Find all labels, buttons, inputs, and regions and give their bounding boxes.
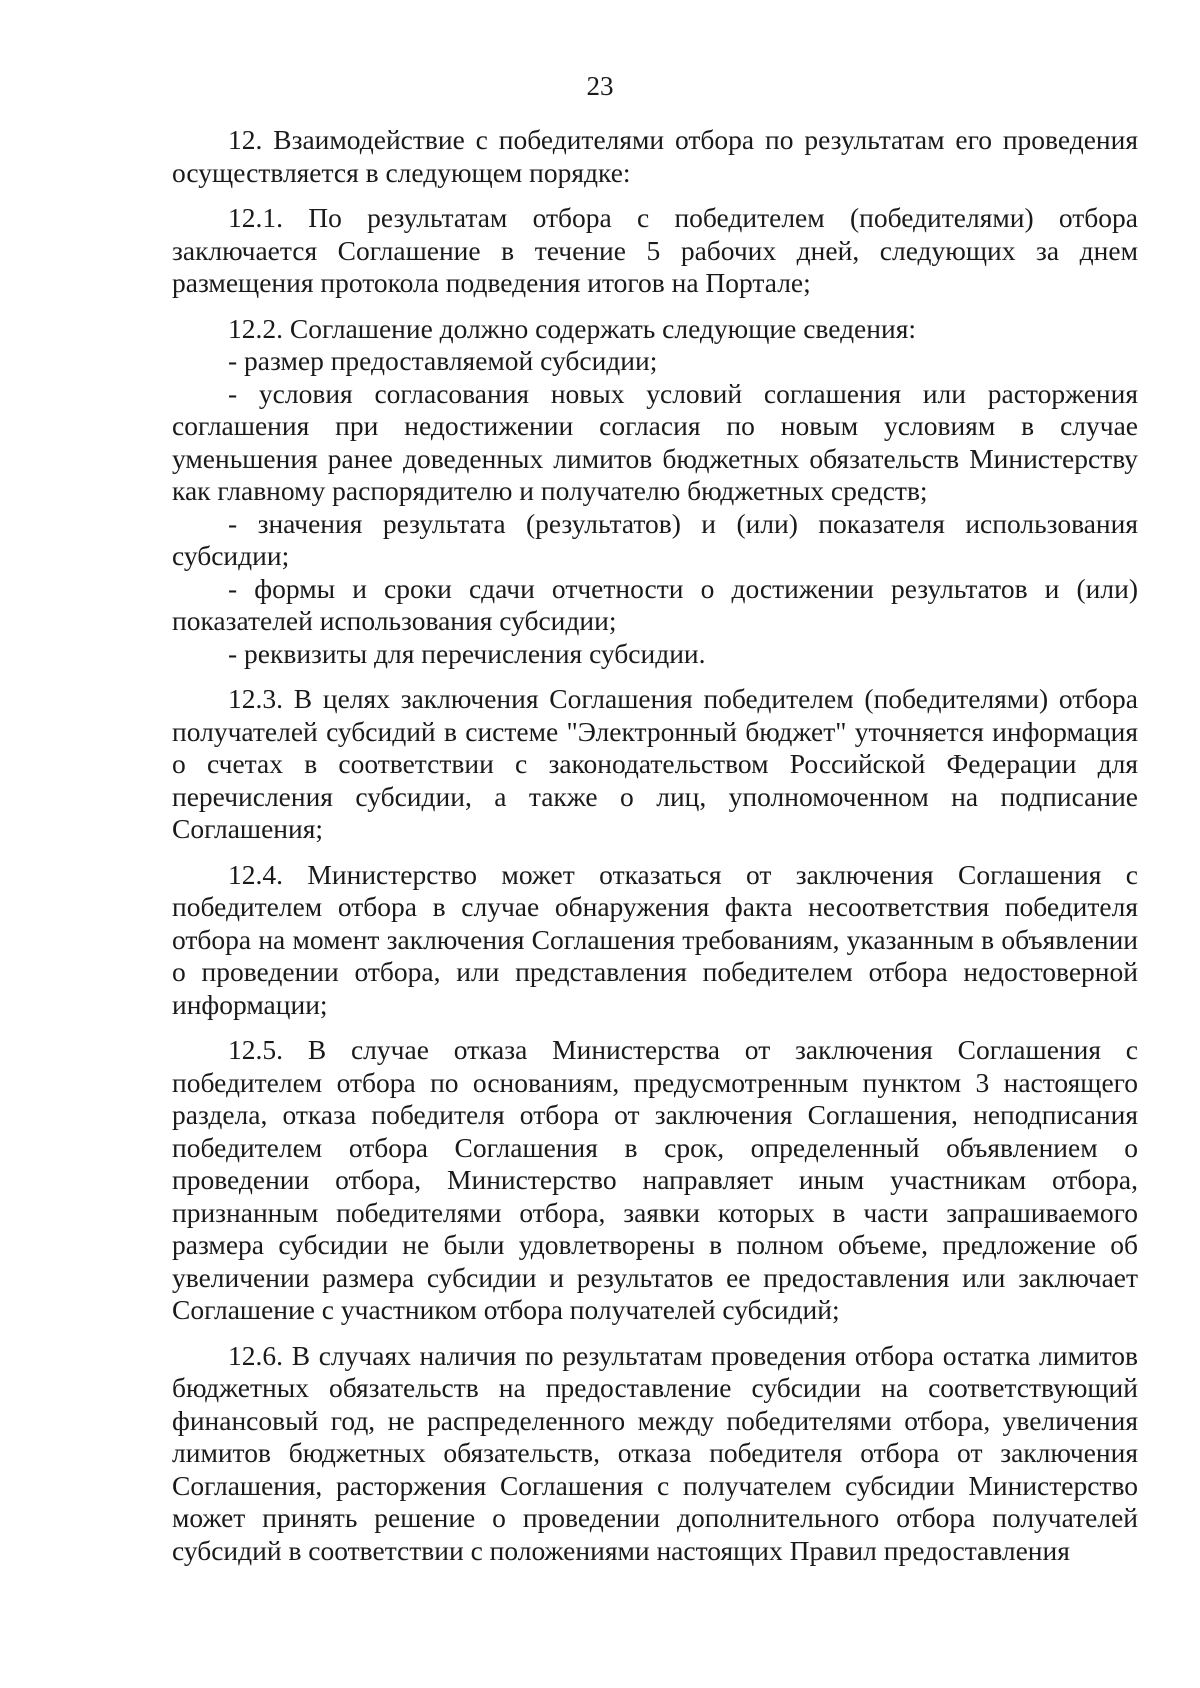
paragraph-12-2: 12.2. Соглашение должно содержать следующие сведения:	[228, 312, 916, 344]
paragraph-12-3: 12.3. В целях заключения Соглашения победителем (победителями) отбора получателей субсидий в системе "Электронный бюджет" уточняется информация о счетах в соответствии с законодательством Российской Федерации для перечисления субсидии, а также о лиц, уполномоченном на подписание Соглашения;	[172, 683, 1138, 844]
paragraph-12-1: 12.1. По результатам отбора с победителем (победителями) отбора заключается Соглашение в течение 5 рабочих дней, следующих за днем размещения протокола подведения итогов на Портале;	[172, 202, 1138, 298]
paragraph-12-4: 12.4. Министерство может отказаться от заключения Соглашения с победителем отбора в случае обнаружения факта несоответствия победителя отбора на момент заключения Соглашения требованиям, указанным в объявлении о проведении отбора, или представления победителем отбора недостоверной информации;	[172, 858, 1138, 1020]
list-item-result-values: - значения результата (результатов) и (или) показателя использования субсидии;	[172, 507, 1138, 571]
list-item-reporting-forms: - формы и сроки сдачи отчетности о достижении результатов и (или) показателей использования субсидии;	[172, 572, 1138, 636]
paragraph-12: 12. Взаимодействие с победителями отбора по результатам его проведения осуществляется в следующем порядке:	[172, 124, 1138, 188]
page-number: 23	[586, 71, 614, 101]
paragraph-12-6: 12.6. В случаях наличия по результатам проведения отбора остатка лимитов бюджетных обязательств на предоставление субсидии на соответствующий финансовый год, не распределенного между победителями отбора, увеличения лимитов бюджетных обязательств, отказа победителя отбора от заключения Соглашения, расторжения Соглашения с получателем субсидии Министерство может принять решение о проведении дополнительного отбора получателей субсидий в соответствии с положениями настоящих Правил предоставления	[172, 1339, 1138, 1566]
list-item-agreement-conditions: - условия согласования новых условий соглашения или расторжения соглашения при недостижении согласия по новым условиям в случае уменьшения ранее доведенных лимитов бюджетных обязательств Министерству как главному распорядителю и получателю бюджетных средств;	[172, 377, 1138, 506]
list-item-subsidy-amount: - размер предоставляемой субсидии;	[228, 345, 658, 376]
document-body	[172, 124, 1138, 1567]
list-item-payment-details: - реквизиты для перечисления субсидии.	[228, 637, 706, 669]
paragraph-12-5: 12.5. В случае отказа Министерства от заключения Соглашения с победителем отбора по основаниям, предусмотренным пунктом 3 настоящего раздела, отказа победителя отбора от заключения Соглашения, неподписания победителем отбора Соглашения в срок, определенный объявлением о проведении отбора, Министерство направляет иным участникам отбора, признанным победителями отбора, заявки которых в части запрашиваемого размера субсидии не были удовлетворены в полном объеме, предложение об увеличении размера субсидии и результатов ее предоставления или заключает Соглашение с участником отбора получателей субсидий;	[172, 1034, 1138, 1325]
